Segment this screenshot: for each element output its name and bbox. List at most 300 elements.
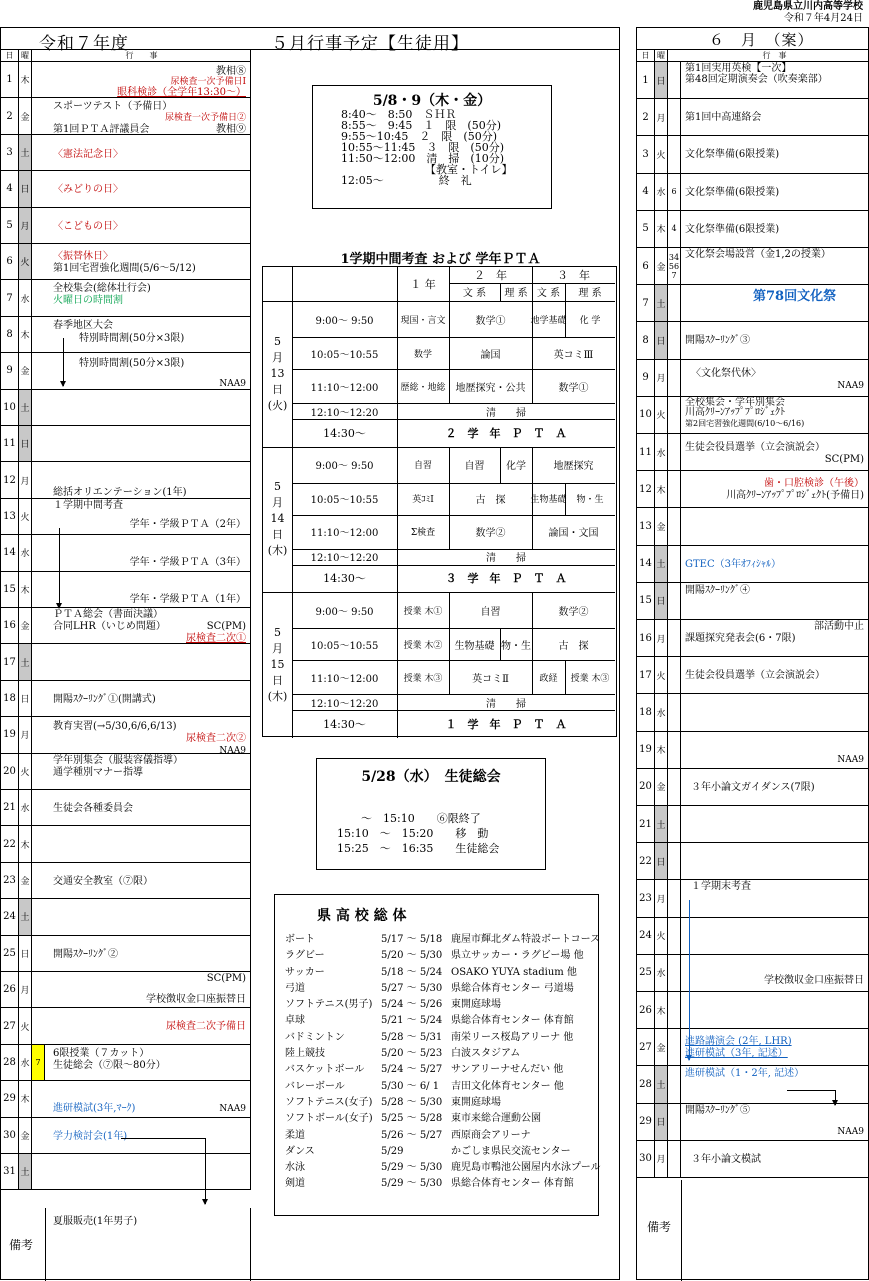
class-period-count <box>668 620 681 656</box>
weekday: 木 <box>19 572 32 607</box>
grade1-header: １ 年 <box>410 278 436 291</box>
day-row <box>1 390 250 426</box>
day-number: 19 <box>1 717 19 752</box>
sport-dates: 5/20 ～ 5/23 <box>381 1048 443 1060</box>
event-text: NAA9 <box>219 746 246 757</box>
event-text: 交通安全教室（⑦限） <box>53 875 153 887</box>
weekday: 火 <box>655 657 668 693</box>
day-number: 8 <box>1 317 19 352</box>
exam-title: 1学期中間考査 および 学年ＰＴＡ <box>340 252 541 267</box>
event-text: 〈こどもの日〉 <box>53 220 123 232</box>
event-text: 生徒会各種委員会 <box>53 803 133 814</box>
schedule-line: 8:40～ 8:50 ＳＨＲ <box>341 108 457 121</box>
schedule-title: 5/8・9（木・金） <box>372 93 492 109</box>
day-number: 12 <box>1 462 19 497</box>
sotai-row <box>285 1176 597 1192</box>
day-row <box>637 434 868 471</box>
sport-dates: 5/20 ～ 5/30 <box>381 950 443 962</box>
label-part: 日 <box>272 382 283 396</box>
event-text: 全校集会・学年別集会 <box>685 396 785 408</box>
day-number: 8 <box>637 322 655 358</box>
schedule-box <box>312 85 552 209</box>
event-text: 課題探究発表会(6・7限) <box>685 633 796 644</box>
day-number: 28 <box>1 1045 19 1080</box>
exam-time: 14:30～ <box>323 572 366 586</box>
sport-dates: 5/28 ～ 5/30 <box>381 1096 443 1108</box>
event-text: 通学種別マナー指導 <box>53 766 143 778</box>
exam-g2: 数学① <box>475 315 506 327</box>
exam-time: 10:05～10:55 <box>310 349 379 361</box>
sport-dates: 5/29 ～ 5/30 <box>381 1178 443 1190</box>
class-period-count <box>668 955 681 991</box>
exam-cleaning: 清 掃 <box>486 407 526 419</box>
day-number: 22 <box>1 826 19 861</box>
exam-g1: 歴総・地総 <box>400 382 446 393</box>
class-period-count: 6 <box>668 174 681 210</box>
event-text: 文化祭会場設営（金1,2の授業） <box>685 249 831 260</box>
event-text: 川高ｸﾘｰﾝｱｯﾌﾟﾌﾟﾛｼﾞｪｸﾄ(予備日) <box>726 490 864 502</box>
exam-g3: 英コミⅢ <box>553 349 594 361</box>
day-row <box>1 972 250 1008</box>
day-row <box>1 1081 250 1117</box>
weekday: 金 <box>655 248 668 284</box>
day-row <box>1 462 250 498</box>
day-number: 5 <box>1 208 19 243</box>
event-text: 教相⑨ <box>216 124 246 136</box>
label-part: 5 <box>274 625 281 639</box>
weekday: 水 <box>19 280 32 315</box>
event-text: 学力検討会(1年) <box>53 1130 128 1142</box>
issue-date: 令和７年4月24日 <box>783 13 863 24</box>
day-row <box>1 644 250 680</box>
sport-dates: 5/29 <box>381 1145 404 1157</box>
sport-venue: 東市来総合運動公園 <box>451 1113 541 1125</box>
class-period-count <box>668 657 681 693</box>
sotai-row <box>285 1062 597 1078</box>
event-text: NAA9 <box>837 754 864 765</box>
weekday: 木 <box>19 62 32 97</box>
june-header-row <box>637 50 868 62</box>
event-text: 川高ｸﾘｰﾝｱｯﾌﾟﾌﾟﾛｼﾞｪｸﾄ <box>685 406 785 418</box>
schedule-line: 10:55～11:45 ３ 限 (50分) <box>341 141 504 154</box>
event-text: 学年別集会（服装容儀指導） <box>53 754 183 766</box>
weekday: 水 <box>19 790 32 825</box>
day-number: 18 <box>1 681 19 716</box>
day-row <box>1 1154 250 1190</box>
may-title: ５月行事予定【生徒用】 <box>271 34 469 54</box>
class-period-count <box>668 583 681 619</box>
sotai-row <box>285 1046 597 1062</box>
sport-dates: 5/18 ～ 5/24 <box>381 966 443 978</box>
g2-bun: 文 系 <box>462 288 487 299</box>
label-part: (木) <box>267 544 288 558</box>
arrow-shinken <box>205 1138 206 1204</box>
sotai-row <box>285 1160 601 1176</box>
schedule-line: 8:55～ 9:45 １ 限 (50分) <box>341 119 501 132</box>
day-number: 26 <box>1 972 19 1007</box>
day-row <box>637 1066 868 1103</box>
weekday: 木 <box>19 826 32 861</box>
day-row <box>637 657 868 694</box>
weekday: 日 <box>655 62 668 98</box>
weekday: 月 <box>655 99 668 135</box>
sport-dates: 5/25 ～ 5/28 <box>381 1113 443 1125</box>
exam-cleaning: 清 掃 <box>486 698 526 710</box>
day-row <box>637 1104 868 1141</box>
biko-label: 備考 <box>647 1220 672 1234</box>
sport-venue: 東開庭球場 <box>451 1096 501 1108</box>
event-text: 生徒会役員選挙（立会演説会） <box>685 670 825 682</box>
exam-g2b: 自習 <box>464 461 485 472</box>
day-row <box>1 608 250 644</box>
sokai-title: 5/28（水） 生徒総会 <box>361 769 501 785</box>
exam-g2: 英コミⅡ <box>472 673 509 685</box>
day-row <box>637 918 868 955</box>
event-text: 進研模試(3年,ﾏｰｸ) <box>53 1103 136 1115</box>
event-text: NAA9 <box>837 1126 864 1137</box>
event-text: 春季地区大会 <box>53 319 113 331</box>
weekday: 木 <box>655 732 668 768</box>
event-text: 部活動中止 <box>814 621 864 632</box>
day-number: 15 <box>1 572 19 607</box>
day-number: 4 <box>637 174 655 210</box>
day-row <box>637 1141 868 1178</box>
schedule-lines <box>341 109 512 186</box>
weekday: 火 <box>19 499 32 534</box>
day-number: 13 <box>1 499 19 534</box>
weekday: 日 <box>655 843 668 879</box>
event-text: 〈みどりの日〉 <box>53 184 123 196</box>
day-number: 21 <box>1 790 19 825</box>
g2-ri: 理 系 <box>504 288 528 299</box>
day-row <box>637 360 868 397</box>
day-row <box>637 546 868 583</box>
day-row <box>637 992 868 1029</box>
arrow-exam-period <box>59 528 60 608</box>
june-title-bar <box>637 28 868 50</box>
class-period-count <box>668 992 681 1028</box>
weekday: 水 <box>655 955 668 991</box>
day-number: 25 <box>637 955 655 991</box>
class-period-count <box>668 880 681 916</box>
exam-g1: 数学 <box>413 349 432 360</box>
col-day: 日 <box>1 50 19 62</box>
label-part: 月 <box>272 641 283 655</box>
class-period-count <box>668 360 681 396</box>
day-number: 10 <box>1 390 19 425</box>
weekday: 金 <box>655 508 668 544</box>
grid-line <box>397 267 398 301</box>
weekday: 月 <box>19 462 32 497</box>
event-text: 火曜日の時間割 <box>53 295 123 307</box>
class-period-count: 7 <box>32 1045 45 1080</box>
weekday: 土 <box>655 1066 668 1102</box>
event-text: 第78回文化祭 <box>753 289 837 305</box>
may-header-row <box>1 50 251 62</box>
sport-dates: 5/21 ～ 5/24 <box>381 1015 443 1027</box>
arrow-shinken-line <box>121 1138 205 1139</box>
sotai-row <box>285 1128 597 1144</box>
schedule-line: 12:05～ 終 礼 <box>341 174 472 187</box>
weekday: 火 <box>19 754 32 789</box>
day-number: 3 <box>637 136 655 172</box>
exam-pta: ２ 学 年 Ｐ Ｔ Ａ <box>445 426 567 440</box>
grade3-header: ３ 年 <box>557 269 590 282</box>
sport-dates: 5/24 ～ 5/26 <box>381 999 443 1011</box>
day-row <box>637 211 868 248</box>
event-text: スポーツテスト（予備日） <box>53 101 173 113</box>
exam-day-label <box>263 301 292 447</box>
class-period-count <box>668 62 681 98</box>
sotai-row <box>285 965 597 981</box>
sport-name: バスケットボール <box>285 1064 365 1076</box>
schedule-line: 11:50～12:00 清 掃 (10分) <box>341 152 504 165</box>
class-period-count <box>668 546 681 582</box>
event-text: 開陽ｽｸｰﾘﾝｸﾞ③ <box>685 335 750 347</box>
sotai-row <box>285 981 597 997</box>
exam-time: 9:00～ 9:50 <box>315 315 374 327</box>
may-calendar-panel <box>0 27 620 1280</box>
exam-time: 10:05～10:55 <box>310 495 379 506</box>
day-number: 15 <box>637 583 655 619</box>
event-text: 開陽ｽｸｰﾘﾝｸﾞ①(開講式) <box>53 693 156 705</box>
weekday: 日 <box>19 681 32 716</box>
event-text: NAA9 <box>837 380 864 391</box>
label-part: 月 <box>272 350 283 364</box>
sport-name: ラグビー <box>285 950 325 962</box>
day-number: 20 <box>637 769 655 805</box>
day-number: 26 <box>637 992 655 1028</box>
day-row <box>1 572 250 608</box>
weekday: 日 <box>655 583 668 619</box>
day-number: 10 <box>637 397 655 433</box>
day-row <box>637 806 868 843</box>
weekday: 金 <box>19 608 32 643</box>
event-text: 学校徴収金口座振替日 <box>764 974 864 986</box>
event-text: 文化祭準備(6限授業) <box>685 186 780 198</box>
sotai-row <box>285 1013 597 1029</box>
event-text: 尿検査一次予備日Ⅰ <box>170 77 246 87</box>
day-number: 28 <box>637 1066 655 1102</box>
sotai-row <box>285 1111 597 1127</box>
exam-g2: 数学② <box>475 528 506 539</box>
day-row <box>637 880 868 917</box>
day-row <box>1 790 250 826</box>
day-row <box>1 171 250 207</box>
day-row <box>1 426 250 462</box>
day-row <box>637 136 868 173</box>
grid-line <box>500 447 501 483</box>
event-text: 文化祭準備(6限授業) <box>685 223 780 235</box>
day-number: 27 <box>1 1008 19 1043</box>
sport-name: バレーボール <box>285 1080 345 1092</box>
sport-dates: 5/30 ～ 6/ 1 <box>381 1080 440 1092</box>
class-period-count <box>668 694 681 730</box>
day-row <box>637 248 868 285</box>
sport-venue: OSAKO YUYA stadium 他 <box>451 966 577 978</box>
exam-g2: 論国 <box>480 349 501 361</box>
weekday: 月 <box>655 1141 668 1177</box>
sport-dates: 5/28 ～ 5/31 <box>381 1031 443 1043</box>
weekday: 木 <box>19 1081 32 1116</box>
day-number: 24 <box>637 918 655 954</box>
weekday: 日 <box>655 1104 668 1140</box>
day-row <box>637 620 868 657</box>
exam-g3b: 地学基礎 <box>530 315 567 326</box>
sport-name: バドミントン <box>285 1031 345 1043</box>
event-text: 6限授業（７カット） <box>53 1047 150 1059</box>
weekday: 土 <box>655 285 668 321</box>
day-row <box>637 471 868 508</box>
exam-time: 14:30～ <box>323 717 366 731</box>
day-number: 6 <box>637 248 655 284</box>
weekday: 土 <box>655 806 668 842</box>
weekday: 日 <box>19 936 32 971</box>
exam-g3: 数学② <box>558 606 589 618</box>
biko-label: 備考 <box>9 1238 34 1252</box>
weekday: 月 <box>19 717 32 752</box>
event-text: 進路講演会 (2年, LHR) <box>685 1036 792 1048</box>
day-number: 17 <box>1 644 19 679</box>
day-number: 7 <box>637 285 655 321</box>
biko-event: 夏服販売(1年男子) <box>53 1216 138 1227</box>
event-text: 開陽ｽｸｰﾘﾝｸﾞ② <box>53 948 118 960</box>
g3-bun: 文 系 <box>536 288 561 299</box>
event-text: 第48回定期演奏会（吹奏楽部） <box>685 74 828 85</box>
class-period-count <box>668 732 681 768</box>
day-row <box>1 135 250 171</box>
exam-g1: 英ｺﾐⅠ <box>412 495 434 505</box>
event-text: SC(PM) <box>824 454 864 465</box>
exam-pta: １ 学 年 Ｐ Ｔ Ａ <box>445 717 567 731</box>
day-number: 4 <box>1 171 19 206</box>
school-name: 鹿児島県立川内高等学校 <box>753 1 863 12</box>
weekday: 水 <box>655 434 668 470</box>
sotai-row <box>285 1144 597 1160</box>
class-period-count <box>668 434 681 470</box>
label-part: 日 <box>272 673 283 687</box>
day-number: 29 <box>1 1081 19 1116</box>
day-row <box>1 499 250 535</box>
arrow-shinken2 <box>835 1090 836 1105</box>
col-day: 日 <box>637 50 655 62</box>
event-text: 第1回実用英検【一次】 <box>685 63 792 74</box>
event-text: 尿検査二次② <box>186 733 246 745</box>
arrow-shinken2-line <box>787 1090 835 1091</box>
may-biko <box>1 1208 251 1281</box>
exam-time: 9:00～ 9:50 <box>315 461 374 472</box>
sport-venue: 県総合体育センター 体育館 <box>451 1178 574 1190</box>
class-period-count: 34 56 7 <box>668 248 681 284</box>
exam-g2: 地歴探究・公共 <box>455 382 526 394</box>
weekday: 金 <box>655 1029 668 1065</box>
day-number: 12 <box>637 471 655 507</box>
weekday: 日 <box>655 322 668 358</box>
event-text: 全校集会(総体壮行会) <box>53 283 151 295</box>
class-period-count <box>668 1104 681 1140</box>
class-period-count <box>668 1029 681 1065</box>
weekday: 木 <box>655 992 668 1028</box>
event-text: 教育実習(→5/30,6/6,6/13) <box>53 721 177 733</box>
event-text: 教相⑧ <box>216 66 246 77</box>
col-weekday: 曜 <box>19 50 32 62</box>
event-text: GTEC（3年ｵﾌｨｼｬﾙ） <box>685 558 781 570</box>
exam-time: 10:05～10:55 <box>310 640 379 652</box>
class-period-count <box>668 843 681 879</box>
sport-name: サッカー <box>285 966 325 978</box>
day-row <box>1 863 250 899</box>
exam-cleaning: 清 掃 <box>486 553 526 564</box>
exam-g1: 授業 木② <box>403 640 443 651</box>
exam-g1: 授業 木① <box>403 606 443 617</box>
class-period-count <box>668 508 681 544</box>
weekday: 金 <box>19 863 32 898</box>
exam-g1: 自習 <box>413 461 432 471</box>
sport-venue: かごしま県民交流センター <box>451 1145 571 1157</box>
sport-name: 卓球 <box>285 1015 305 1027</box>
day-row <box>1 280 250 316</box>
sotai-list <box>285 932 601 1193</box>
label-part: 5 <box>274 334 281 348</box>
grid-line <box>292 267 293 301</box>
fiscal-year: 令和７年度 <box>39 34 129 54</box>
sport-name: ソフトボール(女子) <box>285 1113 373 1125</box>
event-text: SC(PM) <box>206 973 246 984</box>
event-text: 生徒会役員選挙（立会演説会） <box>685 442 825 453</box>
exam-time: 11:10～12:00 <box>310 673 379 685</box>
event-text: 〈憲法記念日〉 <box>53 148 123 160</box>
sotai-box <box>274 894 599 1216</box>
class-period-count <box>668 471 681 507</box>
weekday: 日 <box>19 426 32 461</box>
day-number: 23 <box>1 863 19 898</box>
event-text: １学期末考査 <box>691 881 751 893</box>
day-row <box>637 694 868 731</box>
sport-venue: 県立サッカー・ラグビー場 他 <box>451 950 584 962</box>
day-row <box>1 535 250 571</box>
event-text: 尿検査二次予備日 <box>166 1021 246 1033</box>
grid-line <box>500 283 501 301</box>
day-row <box>1 208 250 244</box>
sokai-box <box>316 758 546 870</box>
weekday: 金 <box>655 769 668 805</box>
day-number: 19 <box>637 732 655 768</box>
sport-venue: 鹿屋市輝北ダム特設ボートコース <box>451 934 601 945</box>
weekday: 木 <box>655 471 668 507</box>
june-day-list <box>637 62 868 1178</box>
day-row <box>1 899 250 935</box>
exam-g2r: 化学 <box>506 461 526 472</box>
weekday: 土 <box>19 1154 32 1189</box>
sport-venue: 白波スタジアム <box>451 1048 521 1060</box>
day-number: 16 <box>1 608 19 643</box>
exam-time: 14:30～ <box>323 426 366 440</box>
weekday: 土 <box>655 546 668 582</box>
day-number: 30 <box>637 1141 655 1177</box>
day-row <box>637 769 868 806</box>
event-text: 第1回宅習強化週間(5/6～5/12) <box>53 263 196 274</box>
exam-g2r: 物・生 <box>501 640 531 652</box>
school-header <box>753 1 863 25</box>
exam-g3r: 授業 木③ <box>570 673 610 684</box>
exam-g3b: 生物基礎 <box>530 495 567 505</box>
june-calendar-panel <box>636 27 869 1280</box>
label-part: 5 <box>274 480 281 494</box>
day-number: 29 <box>637 1104 655 1140</box>
exam-time: 12:10～12:20 <box>310 698 379 710</box>
class-period-count <box>668 769 681 805</box>
weekday: 火 <box>655 136 668 172</box>
